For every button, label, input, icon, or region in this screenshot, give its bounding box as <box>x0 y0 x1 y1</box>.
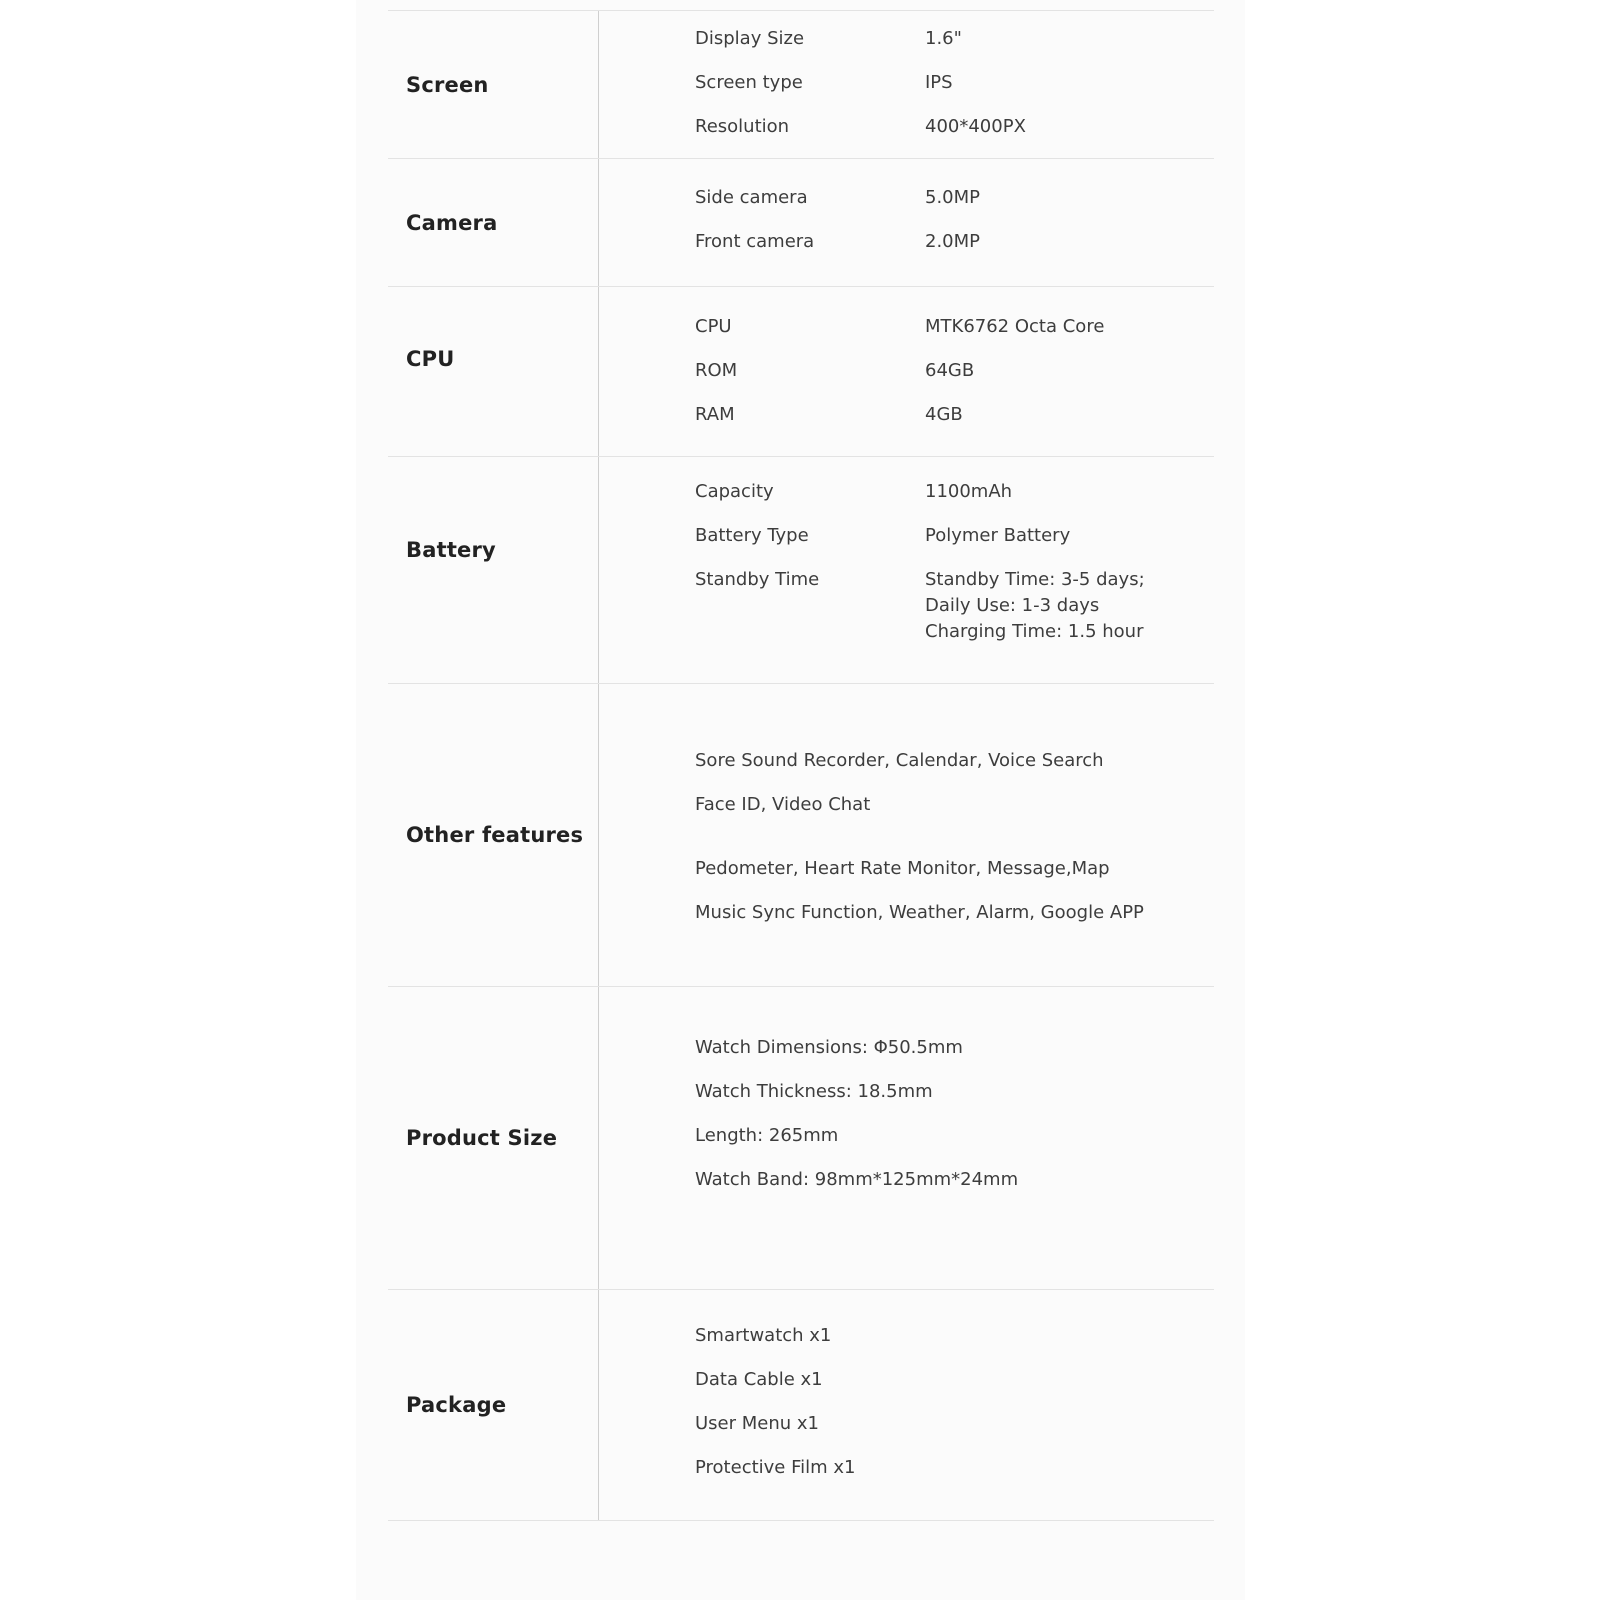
spec-value: 1.6" <box>925 28 962 49</box>
section-product-size <box>388 987 1214 1290</box>
spec-label: Screen type <box>695 72 803 93</box>
section-cpu <box>388 287 1214 457</box>
package-item: Smartwatch x1 <box>695 1325 832 1346</box>
spec-value-continued: Charging Time: 1.5 hour <box>925 621 1144 642</box>
column-divider <box>598 159 599 286</box>
spec-value: 64GB <box>925 360 975 381</box>
section-camera <box>388 159 1214 287</box>
spec-value: Polymer Battery <box>925 525 1071 546</box>
section-screen <box>388 11 1214 159</box>
size-line: Watch Thickness: 18.5mm <box>695 1081 933 1102</box>
column-divider <box>598 684 599 986</box>
category-label: Other features <box>406 823 584 847</box>
spec-label: RAM <box>695 404 735 425</box>
spec-value: 1100mAh <box>925 481 1013 502</box>
spec-label: Battery Type <box>695 525 809 546</box>
size-line: Length: 265mm <box>695 1125 839 1146</box>
spec-value: 5.0MP <box>925 187 981 208</box>
column-divider <box>598 11 599 158</box>
category-label: Screen <box>406 72 489 97</box>
feature-line: Music Sync Function, Weather, Alarm, Google APP <box>695 902 1144 923</box>
spec-label: Standby Time <box>695 569 820 590</box>
spec-value: IPS <box>925 72 953 93</box>
category-label: CPU <box>406 347 455 371</box>
column-divider <box>598 457 599 683</box>
section-package <box>388 1290 1214 1521</box>
package-item: User Menu x1 <box>695 1413 819 1434</box>
section-other-features <box>388 684 1214 987</box>
column-divider <box>598 287 599 456</box>
spec-label: Capacity <box>695 481 774 502</box>
spec-value: 2.0MP <box>925 231 981 252</box>
spec-value: MTK6762 Octa Core <box>925 316 1105 337</box>
feature-line: Face ID, Video Chat <box>695 794 871 815</box>
category-label: Product Size <box>406 1126 558 1150</box>
spec-label: ROM <box>695 360 738 381</box>
column-divider <box>598 1290 599 1520</box>
spec-label: Resolution <box>695 116 790 137</box>
category-label: Camera <box>406 210 498 235</box>
section-battery <box>388 457 1214 684</box>
category-label: Package <box>406 1393 507 1417</box>
spec-table <box>388 10 1214 1521</box>
spec-value: Standby Time: 3-5 days; <box>925 569 1145 590</box>
size-line: Watch Dimensions: Φ50.5mm <box>695 1037 963 1058</box>
spec-label: CPU <box>695 316 732 337</box>
spec-label: Display Size <box>695 28 805 49</box>
spec-label: Front camera <box>695 231 815 252</box>
spec-value: 400*400PX <box>925 116 1026 137</box>
feature-line: Sore Sound Recorder, Calendar, Voice Search <box>695 750 1104 771</box>
category-label: Battery <box>406 538 496 562</box>
spec-value: 4GB <box>925 404 963 425</box>
spec-value-continued: Daily Use: 1-3 days <box>925 595 1100 616</box>
spec-label: Side camera <box>695 187 808 208</box>
package-item: Protective Film x1 <box>695 1457 856 1478</box>
feature-line: Pedometer, Heart Rate Monitor, Message,Map <box>695 858 1110 879</box>
column-divider <box>598 987 599 1289</box>
size-line: Watch Band: 98mm*125mm*24mm <box>695 1169 1019 1190</box>
package-item: Data Cable x1 <box>695 1369 823 1390</box>
